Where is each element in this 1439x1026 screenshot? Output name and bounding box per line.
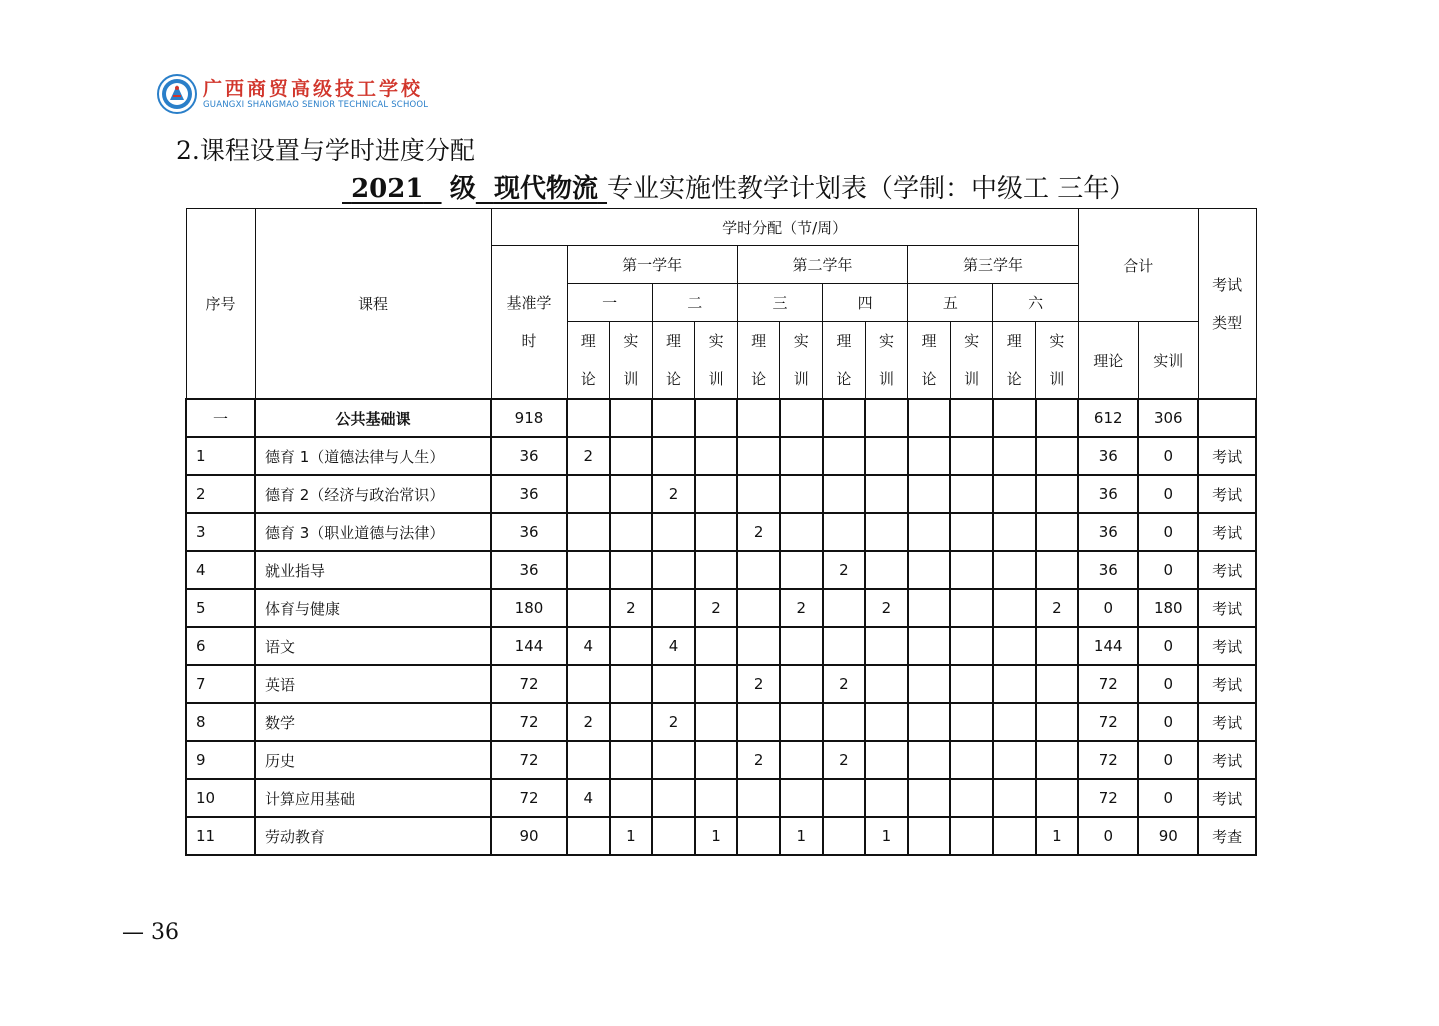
row-weekly-hours: 1: [865, 817, 908, 855]
row-weekly-hours: [950, 399, 993, 437]
row-base-hours: 180: [491, 589, 567, 627]
row-total-theory: 72: [1078, 703, 1138, 741]
row-base-hours: 36: [491, 437, 567, 475]
table-row: [186, 589, 1256, 627]
row-exam-type: 考试: [1198, 551, 1256, 589]
row-weekly-hours: [652, 741, 695, 779]
row-weekly-hours: 1: [780, 817, 823, 855]
row-course: 德育 1（道德法律与人生）: [255, 437, 491, 475]
row-weekly-hours: [1036, 703, 1079, 741]
row-weekly-hours: [950, 817, 993, 855]
row-weekly-hours: [1036, 551, 1079, 589]
row-weekly-hours: [823, 589, 866, 627]
row-total-practice: 0: [1138, 475, 1198, 513]
table-row: [186, 665, 1256, 703]
teaching-plan-table: [185, 208, 1257, 856]
header-practice: 实 训: [1036, 322, 1079, 400]
row-weekly-hours: [1036, 513, 1079, 551]
table-row: [186, 513, 1256, 551]
table-row: [186, 437, 1256, 475]
row-total-theory: 612: [1078, 399, 1138, 437]
row-weekly-hours: 2: [567, 703, 610, 741]
row-weekly-hours: [780, 779, 823, 817]
row-course: 劳动教育: [255, 817, 491, 855]
row-total-theory: 72: [1078, 779, 1138, 817]
row-weekly-hours: 4: [567, 627, 610, 665]
row-weekly-hours: [610, 551, 653, 589]
row-weekly-hours: [780, 437, 823, 475]
header-year: 第二学年: [737, 246, 907, 284]
row-course: 就业指导: [255, 551, 491, 589]
row-weekly-hours: [780, 475, 823, 513]
row-weekly-hours: [950, 779, 993, 817]
row-base-hours: 36: [491, 475, 567, 513]
row-weekly-hours: [993, 475, 1036, 513]
row-weekly-hours: [865, 627, 908, 665]
row-weekly-hours: [993, 665, 1036, 703]
row-index: 3: [186, 513, 255, 551]
row-weekly-hours: [1036, 779, 1079, 817]
header-semester: 二: [652, 284, 737, 322]
row-weekly-hours: [865, 665, 908, 703]
row-exam-type: 考试: [1198, 589, 1256, 627]
row-total-theory: 0: [1078, 817, 1138, 855]
row-weekly-hours: [908, 817, 951, 855]
row-weekly-hours: 4: [652, 627, 695, 665]
row-weekly-hours: [610, 741, 653, 779]
row-course: 德育 2（经济与政治常识）: [255, 475, 491, 513]
school-emblem-icon: [157, 74, 197, 114]
row-weekly-hours: [567, 551, 610, 589]
row-weekly-hours: [865, 779, 908, 817]
row-total-practice: 0: [1138, 513, 1198, 551]
row-total-practice: 0: [1138, 665, 1198, 703]
row-weekly-hours: 2: [823, 551, 866, 589]
header-theory: 理 论: [993, 322, 1036, 400]
row-index: 4: [186, 551, 255, 589]
row-weekly-hours: [610, 665, 653, 703]
row-base-hours: 72: [491, 741, 567, 779]
row-weekly-hours: [993, 589, 1036, 627]
row-weekly-hours: [993, 437, 1036, 475]
row-weekly-hours: [780, 399, 823, 437]
row-total-theory: 36: [1078, 513, 1138, 551]
row-weekly-hours: [737, 817, 780, 855]
row-weekly-hours: [695, 627, 738, 665]
row-index: 6: [186, 627, 255, 665]
row-weekly-hours: [652, 399, 695, 437]
row-total-practice: 90: [1138, 817, 1198, 855]
row-total-practice: 0: [1138, 627, 1198, 665]
row-weekly-hours: [1036, 475, 1079, 513]
row-total-theory: 144: [1078, 627, 1138, 665]
row-weekly-hours: [993, 513, 1036, 551]
row-weekly-hours: [908, 475, 951, 513]
header-theory: 理 论: [908, 322, 951, 400]
row-weekly-hours: [695, 399, 738, 437]
row-weekly-hours: [737, 475, 780, 513]
row-base-hours: 36: [491, 513, 567, 551]
row-weekly-hours: [993, 817, 1036, 855]
header-semester: 六: [993, 284, 1078, 322]
row-weekly-hours: [780, 665, 823, 703]
row-weekly-hours: [780, 703, 823, 741]
row-weekly-hours: [950, 437, 993, 475]
header-year: 第三学年: [908, 246, 1079, 284]
row-weekly-hours: [695, 665, 738, 703]
table-row: [186, 475, 1256, 513]
row-total-practice: 0: [1138, 741, 1198, 779]
row-weekly-hours: [737, 399, 780, 437]
row-base-hours: 90: [491, 817, 567, 855]
row-base-hours: 72: [491, 703, 567, 741]
row-weekly-hours: [908, 779, 951, 817]
row-course: 公共基础课: [255, 399, 491, 437]
plan-title-year: 2021: [351, 174, 424, 204]
header-theory: 理 论: [823, 322, 866, 400]
header-practice: 实 训: [950, 322, 993, 400]
row-weekly-hours: [610, 703, 653, 741]
row-weekly-hours: [567, 817, 610, 855]
row-index: 8: [186, 703, 255, 741]
row-weekly-hours: [737, 589, 780, 627]
row-weekly-hours: [610, 399, 653, 437]
row-exam-type: 考试: [1198, 475, 1256, 513]
row-exam-type: 考试: [1198, 741, 1256, 779]
row-weekly-hours: [993, 703, 1036, 741]
header-semester: 一: [567, 284, 652, 322]
row-total-practice: 180: [1138, 589, 1198, 627]
row-total-practice: 0: [1138, 437, 1198, 475]
row-weekly-hours: [865, 399, 908, 437]
header-theory: 理 论: [737, 322, 780, 400]
row-weekly-hours: 2: [823, 741, 866, 779]
row-weekly-hours: 2: [737, 665, 780, 703]
row-weekly-hours: [950, 551, 993, 589]
row-weekly-hours: [908, 551, 951, 589]
header-semester: 四: [823, 284, 908, 322]
table-row: [186, 703, 1256, 741]
row-weekly-hours: [823, 399, 866, 437]
row-weekly-hours: 2: [737, 741, 780, 779]
row-weekly-hours: 2: [567, 437, 610, 475]
row-weekly-hours: [567, 475, 610, 513]
row-weekly-hours: [737, 437, 780, 475]
table-row: [186, 627, 1256, 665]
row-weekly-hours: 2: [1036, 589, 1079, 627]
row-weekly-hours: [993, 551, 1036, 589]
row-weekly-hours: [780, 551, 823, 589]
row-weekly-hours: [695, 475, 738, 513]
row-weekly-hours: [993, 779, 1036, 817]
plan-title-rest: 专业实施性教学计划表（学制：中级工 三年）: [607, 174, 1136, 204]
row-weekly-hours: [950, 703, 993, 741]
row-weekly-hours: [610, 437, 653, 475]
row-total-theory: 36: [1078, 475, 1138, 513]
row-weekly-hours: 1: [610, 817, 653, 855]
row-weekly-hours: 2: [652, 703, 695, 741]
row-exam-type: 考查: [1198, 817, 1256, 855]
row-weekly-hours: [908, 741, 951, 779]
row-weekly-hours: [908, 589, 951, 627]
row-weekly-hours: [865, 741, 908, 779]
row-weekly-hours: [1036, 665, 1079, 703]
row-weekly-hours: [737, 627, 780, 665]
row-weekly-hours: [610, 779, 653, 817]
row-weekly-hours: [652, 551, 695, 589]
header-practice: 实 训: [865, 322, 908, 400]
row-index: 10: [186, 779, 255, 817]
row-base-hours: 918: [491, 399, 567, 437]
row-weekly-hours: [865, 513, 908, 551]
row-weekly-hours: [652, 779, 695, 817]
header-semester: 五: [908, 284, 993, 322]
row-index: 5: [186, 589, 255, 627]
row-weekly-hours: [652, 513, 695, 551]
row-exam-type: 考试: [1198, 779, 1256, 817]
row-total-theory: 36: [1078, 551, 1138, 589]
row-course: 计算应用基础: [255, 779, 491, 817]
row-weekly-hours: [1036, 741, 1079, 779]
row-weekly-hours: [865, 437, 908, 475]
header-practice: 实 训: [610, 322, 653, 400]
row-weekly-hours: 2: [695, 589, 738, 627]
row-total-theory: 72: [1078, 665, 1138, 703]
row-weekly-hours: [567, 399, 610, 437]
plan-title-level: 级: [449, 174, 476, 204]
row-weekly-hours: [950, 665, 993, 703]
row-weekly-hours: [993, 627, 1036, 665]
row-weekly-hours: [950, 741, 993, 779]
header-theory: 理 论: [567, 322, 610, 400]
row-base-hours: 36: [491, 551, 567, 589]
header-total-practice: 实训: [1138, 322, 1198, 400]
row-weekly-hours: [823, 475, 866, 513]
row-base-hours: 72: [491, 779, 567, 817]
row-course: 语文: [255, 627, 491, 665]
table-row: [186, 399, 1256, 437]
header-index: 序号: [186, 209, 255, 400]
header-total-theory: 理论: [1078, 322, 1138, 400]
header-semester: 三: [737, 284, 822, 322]
row-weekly-hours: 1: [695, 817, 738, 855]
row-weekly-hours: [695, 513, 738, 551]
row-weekly-hours: [780, 741, 823, 779]
row-course: 英语: [255, 665, 491, 703]
section-heading: 2.课程设置与学时进度分配: [176, 136, 475, 165]
header-year: 第一学年: [567, 246, 737, 284]
row-weekly-hours: [908, 513, 951, 551]
row-index: 一: [186, 399, 255, 437]
row-weekly-hours: [695, 779, 738, 817]
row-index: 1: [186, 437, 255, 475]
row-index: 9: [186, 741, 255, 779]
row-weekly-hours: [737, 779, 780, 817]
row-weekly-hours: [610, 513, 653, 551]
row-course: 数学: [255, 703, 491, 741]
row-exam-type: 考试: [1198, 437, 1256, 475]
row-weekly-hours: 2: [865, 589, 908, 627]
row-weekly-hours: [950, 513, 993, 551]
row-weekly-hours: [652, 589, 695, 627]
table-row: [186, 551, 1256, 589]
row-weekly-hours: 2: [780, 589, 823, 627]
row-exam-type: 考试: [1198, 513, 1256, 551]
row-total-theory: 72: [1078, 741, 1138, 779]
row-weekly-hours: [780, 513, 823, 551]
header-theory: 理 论: [652, 322, 695, 400]
row-weekly-hours: [908, 703, 951, 741]
row-weekly-hours: [823, 513, 866, 551]
table-row: [186, 817, 1256, 855]
row-weekly-hours: [950, 475, 993, 513]
row-weekly-hours: [1036, 627, 1079, 665]
row-exam-type: [1198, 399, 1256, 437]
row-base-hours: 72: [491, 665, 567, 703]
row-weekly-hours: [567, 741, 610, 779]
row-weekly-hours: [823, 779, 866, 817]
row-index: 11: [186, 817, 255, 855]
row-weekly-hours: [652, 665, 695, 703]
row-exam-type: 考试: [1198, 703, 1256, 741]
row-course: 德育 3（职业道德与法律）: [255, 513, 491, 551]
school-logo: [157, 72, 428, 116]
row-weekly-hours: [652, 817, 695, 855]
row-base-hours: 144: [491, 627, 567, 665]
logo-english-name: GUANGXI SHANGMAO SENIOR TECHNICAL SCHOOL: [203, 99, 429, 110]
row-weekly-hours: [908, 437, 951, 475]
table-row: [186, 779, 1256, 817]
row-weekly-hours: [780, 627, 823, 665]
row-index: 2: [186, 475, 255, 513]
row-weekly-hours: [737, 703, 780, 741]
header-allocation: 学时分配（节/周）: [491, 209, 1078, 246]
row-weekly-hours: 4: [567, 779, 610, 817]
row-weekly-hours: [865, 703, 908, 741]
row-course: 历史: [255, 741, 491, 779]
row-weekly-hours: [567, 589, 610, 627]
row-weekly-hours: [993, 741, 1036, 779]
row-course: 体育与健康: [255, 589, 491, 627]
header-practice: 实 训: [695, 322, 738, 400]
header-base-hours: 基准学 时: [491, 246, 567, 400]
row-weekly-hours: [567, 665, 610, 703]
row-index: 7: [186, 665, 255, 703]
row-weekly-hours: 2: [823, 665, 866, 703]
plan-title-major: 现代物流: [493, 174, 598, 204]
row-total-practice: 0: [1138, 703, 1198, 741]
row-weekly-hours: [823, 817, 866, 855]
row-total-theory: 36: [1078, 437, 1138, 475]
row-total-practice: 0: [1138, 779, 1198, 817]
row-weekly-hours: [652, 437, 695, 475]
row-weekly-hours: [950, 627, 993, 665]
row-weekly-hours: 1: [1036, 817, 1079, 855]
row-weekly-hours: [737, 551, 780, 589]
logo-chinese-name: 广西商贸高级技工学校: [203, 77, 424, 100]
row-weekly-hours: [1036, 437, 1079, 475]
row-weekly-hours: [695, 741, 738, 779]
page-number: — 36: [122, 920, 179, 945]
row-exam-type: 考试: [1198, 627, 1256, 665]
row-weekly-hours: [1036, 399, 1079, 437]
row-weekly-hours: [908, 627, 951, 665]
row-weekly-hours: [993, 399, 1036, 437]
row-total-practice: 0: [1138, 551, 1198, 589]
row-weekly-hours: 2: [652, 475, 695, 513]
row-weekly-hours: [695, 703, 738, 741]
row-weekly-hours: [950, 589, 993, 627]
header-course: 课程: [255, 209, 491, 400]
header-practice: 实 训: [780, 322, 823, 400]
row-weekly-hours: [865, 551, 908, 589]
row-weekly-hours: [908, 399, 951, 437]
row-weekly-hours: [695, 437, 738, 475]
row-total-practice: 306: [1138, 399, 1198, 437]
row-weekly-hours: [865, 475, 908, 513]
row-weekly-hours: [610, 475, 653, 513]
row-weekly-hours: [823, 437, 866, 475]
header-total: 合计: [1078, 209, 1198, 322]
table-row: [186, 741, 1256, 779]
row-weekly-hours: 2: [610, 589, 653, 627]
row-weekly-hours: [823, 627, 866, 665]
row-weekly-hours: [610, 627, 653, 665]
plan-title: [342, 172, 1202, 206]
row-weekly-hours: [908, 665, 951, 703]
header-exam-type: 考试 类型: [1198, 209, 1256, 400]
row-total-theory: 0: [1078, 589, 1138, 627]
row-weekly-hours: [695, 551, 738, 589]
row-weekly-hours: [567, 513, 610, 551]
row-weekly-hours: 2: [737, 513, 780, 551]
row-weekly-hours: [823, 703, 866, 741]
row-exam-type: 考试: [1198, 665, 1256, 703]
